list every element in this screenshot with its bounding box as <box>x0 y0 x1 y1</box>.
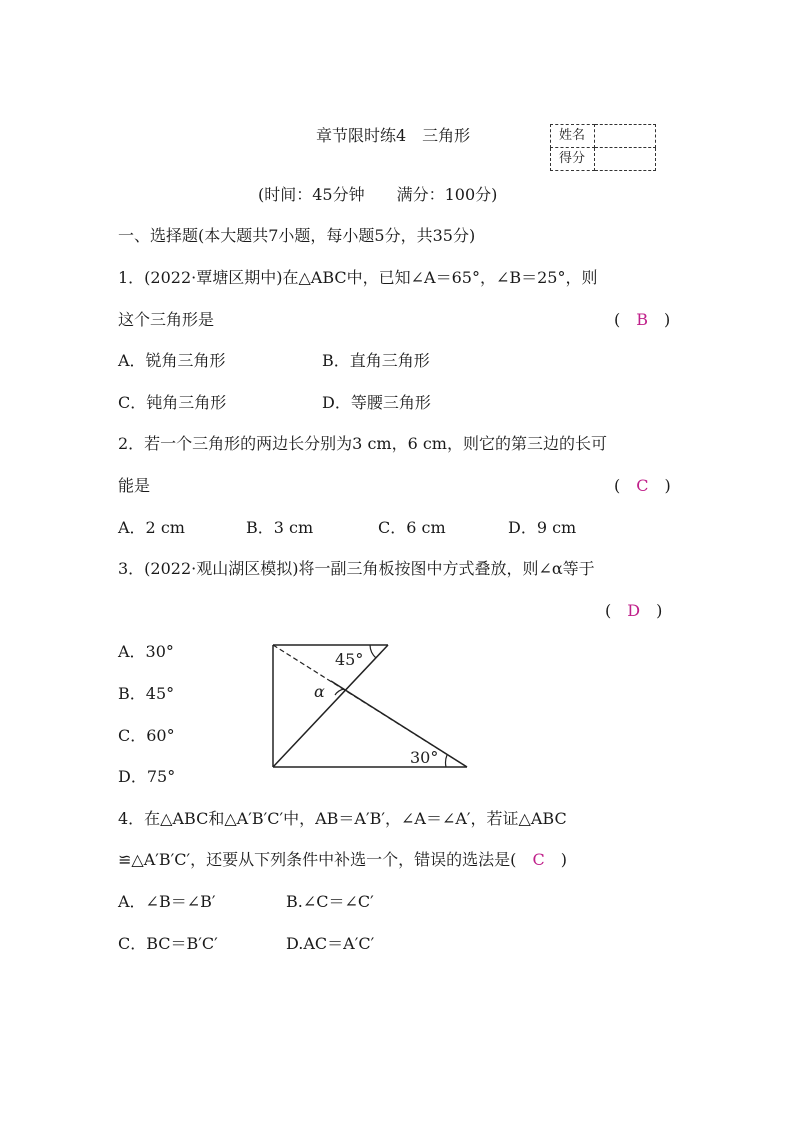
name-field[interactable] <box>595 125 656 148</box>
q4-stem-text: ≌△A′B′C′，还要从下列条件中补选一个，错误的选法是( <box>118 850 517 869</box>
q1-answer-bracket: ( B ) <box>614 310 671 329</box>
q4-option-c: C．BC＝B′C′ <box>118 934 218 953</box>
name-label: 姓名 <box>551 125 595 148</box>
q2-option-d: D．9 cm <box>508 518 577 537</box>
q1-option-a: A．锐角三角形 <box>118 351 226 370</box>
q4-option-b: B.∠C＝∠C′ <box>286 892 374 911</box>
q1-option-d: D．等腰三角形 <box>322 393 431 412</box>
q1-answer: B <box>636 310 649 329</box>
page-title: 章节限时练4 三角形 <box>316 126 471 145</box>
q1-option-c: C．钝角三角形 <box>118 393 227 412</box>
q1-stem-line2: 这个三角形是 <box>118 310 215 329</box>
q3-answer-bracket: ( D ) <box>605 601 663 620</box>
q2-stem-line2: 能是 <box>118 476 151 495</box>
time-info: (时间：45分钟 满分：100分) <box>258 185 498 204</box>
label-30: 30° <box>410 748 439 767</box>
q2-answer: C <box>636 476 649 495</box>
q4-stem-line2: ≌△A′B′C′，还要从下列条件中补选一个，错误的选法是( C ) <box>118 850 567 869</box>
triangle-figure <box>260 635 480 780</box>
q2-answer-bracket: ( C ) <box>614 476 671 495</box>
q2-option-a: A．2 cm <box>118 518 185 537</box>
figure-hypotenuse-30 <box>331 681 467 767</box>
q3-answer: D <box>627 601 641 620</box>
label-alpha: α <box>314 682 325 701</box>
angle-45-arc <box>370 645 376 658</box>
label-45: 45° <box>335 650 364 669</box>
q3-option-b: B．45° <box>118 684 175 703</box>
q3-option-a: A．30° <box>118 642 174 661</box>
q1-option-b: B．直角三角形 <box>322 351 430 370</box>
q3-option-c: C．60° <box>118 726 175 745</box>
score-label: 得分 <box>551 148 595 171</box>
q4-stem-line1: 4．在△ABC和△A′B′C′中，AB＝A′B′，∠A＝∠A′，若证△ABC <box>118 809 567 828</box>
q3-stem-line1: 3．(2022·观山湖区模拟)将一副三角板按图中方式叠放，则∠α等于 <box>118 559 595 578</box>
q4-answer: C <box>532 850 545 869</box>
q2-stem-line1: 2．若一个三角形的两边长分别为3 cm，6 cm，则它的第三边的长可 <box>118 434 607 453</box>
q4-option-d: D.AC＝A′C′ <box>286 934 375 953</box>
q2-option-b: B．3 cm <box>246 518 314 537</box>
q2-option-c: C．6 cm <box>378 518 446 537</box>
angle-30-arc <box>446 755 447 767</box>
q3-option-d: D．75° <box>118 767 176 786</box>
score-field[interactable] <box>595 148 656 171</box>
section-title: 一、选择题(本大题共7小题，每小题5分，共35分) <box>118 226 476 245</box>
q1-stem-line1: 1．(2022·覃塘区期中)在△ABC中，已知∠A＝65°，∠B＝25°，则 <box>118 268 598 287</box>
q4-option-a: A．∠B＝∠B′ <box>118 892 216 911</box>
student-info-table <box>550 124 656 171</box>
